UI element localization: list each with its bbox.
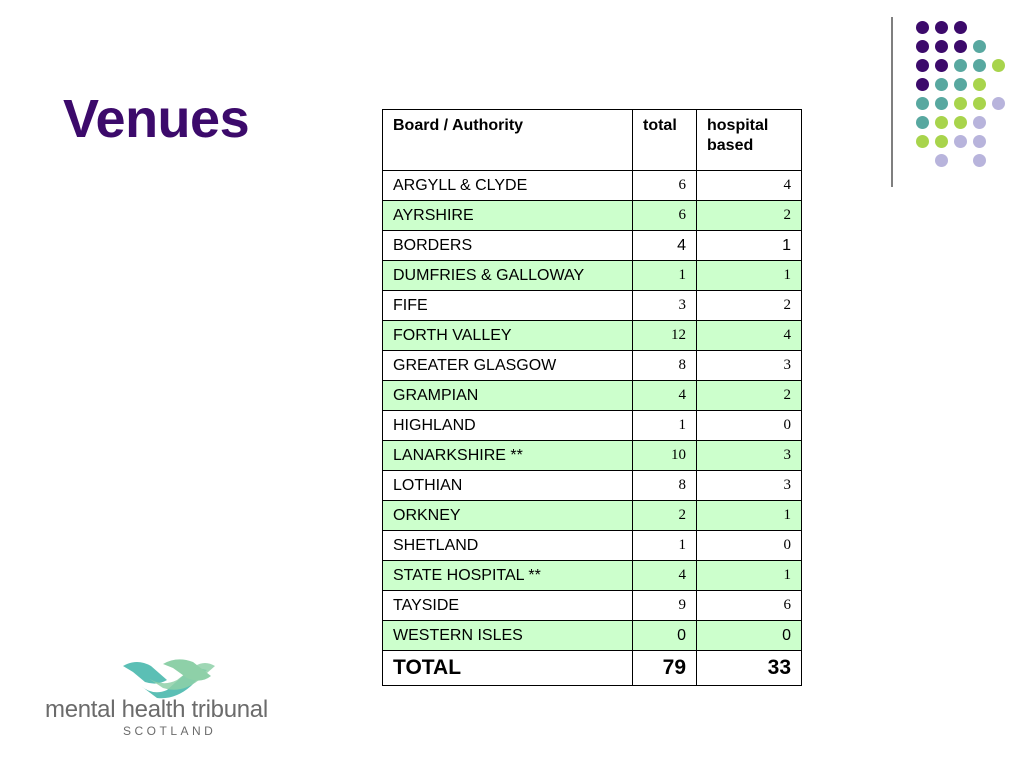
cell-hospital-based: 3	[697, 351, 802, 381]
decorative-dot	[973, 97, 986, 110]
cell-total: 1	[633, 261, 697, 291]
decorative-dot	[916, 135, 929, 148]
header-hospital-based: hospital based	[697, 110, 802, 171]
decorative-dot	[973, 135, 986, 148]
logo-subtitle: SCOTLAND	[123, 724, 217, 738]
decorative-dot	[935, 59, 948, 72]
cell-total: 10	[633, 441, 697, 471]
table-row	[383, 471, 802, 501]
header-total: total	[633, 110, 697, 171]
decorative-dot	[973, 40, 986, 53]
slide-title: Venues	[63, 89, 250, 149]
decorative-dot	[992, 59, 1005, 72]
decorative-dot	[935, 21, 948, 34]
decorative-dot	[973, 116, 986, 129]
cell-total: 4	[633, 381, 697, 411]
cell-hospital-based: 1	[697, 501, 802, 531]
decorative-dot	[916, 78, 929, 91]
table-row	[383, 441, 802, 471]
cell-total: 1	[633, 411, 697, 441]
decorative-dot	[954, 59, 967, 72]
table-row	[383, 351, 802, 381]
cell-hospital-based: 2	[697, 291, 802, 321]
decorative-dot	[992, 97, 1005, 110]
table-row	[383, 171, 802, 201]
table-row	[383, 501, 802, 531]
decorative-dot	[954, 97, 967, 110]
cell-total: 8	[633, 351, 697, 381]
cell-hospital-based: 0	[697, 411, 802, 441]
cell-hospital-based: 3	[697, 441, 802, 471]
cell-total: 12	[633, 321, 697, 351]
cell-hospital-based: 2	[697, 381, 802, 411]
table-header-row	[383, 110, 802, 171]
cell-total: 3	[633, 291, 697, 321]
table-row	[383, 291, 802, 321]
cell-board: GREATER GLASGOW	[383, 351, 633, 381]
cell-hospital-based: 1	[697, 561, 802, 591]
cell-board: TAYSIDE	[383, 591, 633, 621]
decorative-dot	[973, 59, 986, 72]
cell-board: LOTHIAN	[383, 471, 633, 501]
cell-board: DUMFRIES & GALLOWAY	[383, 261, 633, 291]
cell-total: 8	[633, 471, 697, 501]
total-hospital-based-value: 33	[697, 651, 802, 686]
cell-board: AYRSHIRE	[383, 201, 633, 231]
decorative-dot	[935, 116, 948, 129]
decorative-dot	[973, 154, 986, 167]
cell-hospital-based: 6	[697, 591, 802, 621]
venues-table	[382, 109, 802, 686]
cell-hospital-based: 3	[697, 471, 802, 501]
table-row	[383, 411, 802, 441]
cell-board: GRAMPIAN	[383, 381, 633, 411]
cell-hospital-based: 4	[697, 171, 802, 201]
cell-board: WESTERN ISLES	[383, 621, 633, 651]
cell-hospital-based: 1	[697, 231, 802, 261]
cell-board: BORDERS	[383, 231, 633, 261]
table-row	[383, 231, 802, 261]
table-row	[383, 621, 802, 651]
table-row	[383, 381, 802, 411]
cell-hospital-based: 0	[697, 531, 802, 561]
cell-board: ARGYLL & CLYDE	[383, 171, 633, 201]
table-row	[383, 201, 802, 231]
cell-total: 6	[633, 201, 697, 231]
cell-board: FORTH VALLEY	[383, 321, 633, 351]
decorative-dot	[954, 40, 967, 53]
table-total-row	[383, 651, 802, 686]
vertical-divider	[891, 17, 893, 187]
cell-total: 6	[633, 171, 697, 201]
logo-name: mental health tribunal	[45, 696, 268, 723]
total-value: 79	[633, 651, 697, 686]
decorative-dot	[916, 59, 929, 72]
decorative-dot	[935, 40, 948, 53]
decorative-dot	[954, 78, 967, 91]
cell-total: 4	[633, 561, 697, 591]
cell-hospital-based: 4	[697, 321, 802, 351]
decorative-dot	[916, 116, 929, 129]
cell-board: LANARKSHIRE **	[383, 441, 633, 471]
cell-total: 2	[633, 501, 697, 531]
decorative-dot	[973, 78, 986, 91]
cell-total: 0	[633, 621, 697, 651]
decorative-dot	[935, 154, 948, 167]
decorative-dot	[954, 116, 967, 129]
cell-hospital-based: 1	[697, 261, 802, 291]
decorative-dot	[935, 135, 948, 148]
cell-board: FIFE	[383, 291, 633, 321]
total-label: TOTAL	[383, 651, 633, 686]
decorative-dot	[916, 21, 929, 34]
cell-board: ORKNEY	[383, 501, 633, 531]
decorative-dot	[954, 21, 967, 34]
header-board: Board / Authority	[383, 110, 633, 171]
decorative-dot	[916, 40, 929, 53]
cell-board: STATE HOSPITAL **	[383, 561, 633, 591]
table-row	[383, 261, 802, 291]
cell-total: 4	[633, 231, 697, 261]
decorative-dot	[954, 135, 967, 148]
decorative-dot	[935, 78, 948, 91]
cell-total: 9	[633, 591, 697, 621]
cell-board: HIGHLAND	[383, 411, 633, 441]
cell-total: 1	[633, 531, 697, 561]
table-row	[383, 321, 802, 351]
cell-hospital-based: 0	[697, 621, 802, 651]
decorative-dot	[916, 97, 929, 110]
decorative-dot	[935, 97, 948, 110]
table-row	[383, 561, 802, 591]
table-row	[383, 531, 802, 561]
cell-hospital-based: 2	[697, 201, 802, 231]
table-row	[383, 591, 802, 621]
cell-board: SHETLAND	[383, 531, 633, 561]
